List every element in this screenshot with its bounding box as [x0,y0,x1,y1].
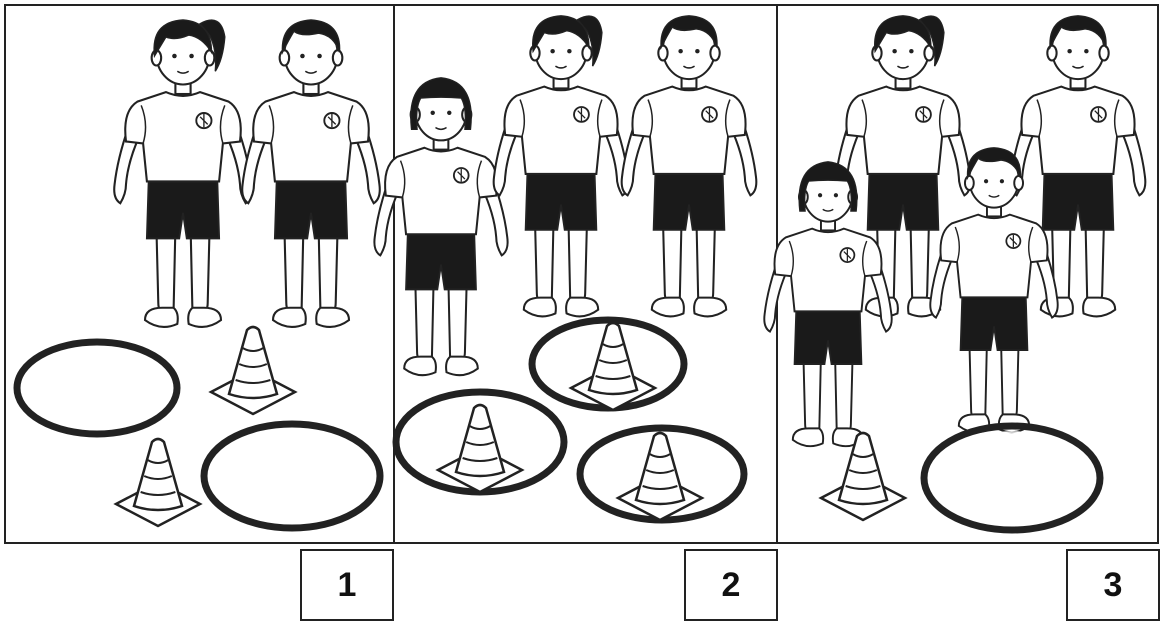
cone-panel-2-b [438,405,522,492]
panel-2-number: 2 [684,549,778,621]
hoop-panel-1-b [204,424,380,528]
child-boy-panel-2 [622,16,757,317]
panel-3-number: 3 [1066,549,1160,621]
cone-panel-1-a [211,327,295,414]
hoop-panel-3 [924,426,1100,530]
cone-panel-1-b [116,439,200,526]
child-girl-panel-2 [494,16,629,317]
child-girl-short-panel-2 [374,78,507,375]
child-boy-panel-1 [242,20,380,327]
child-boy-small-panel-3 [930,148,1057,432]
cone-panel-3 [821,433,905,520]
panel-1-number: 1 [300,549,394,621]
cone-panel-2-c [618,433,702,520]
hoop-panel-1-a [17,342,177,434]
child-girl-panel-1 [114,20,252,327]
